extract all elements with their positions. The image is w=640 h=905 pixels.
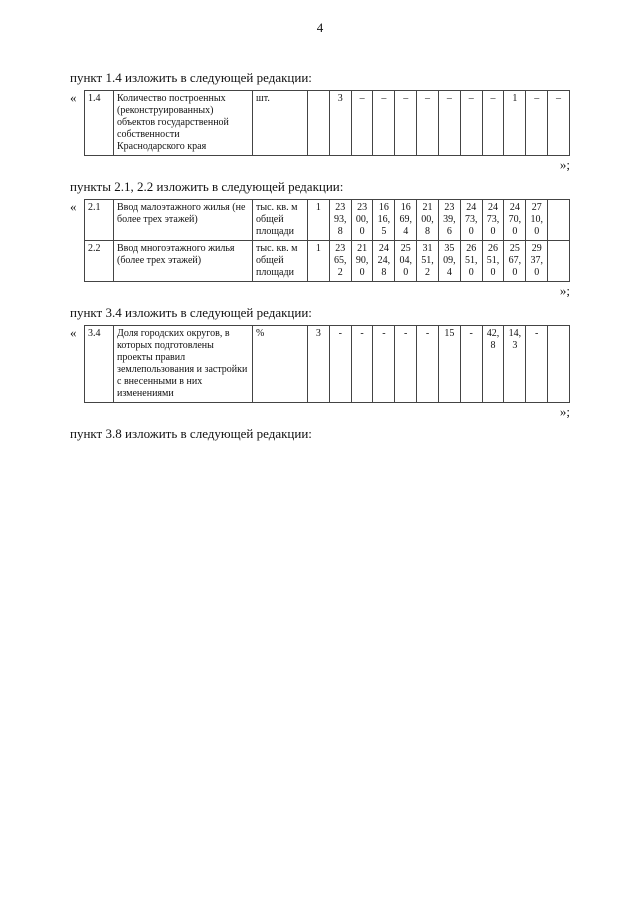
value-cell: 2365,2 — [329, 241, 351, 282]
value-cell — [548, 326, 570, 403]
value-cell: 14,3 — [504, 326, 526, 403]
value-cell — [548, 241, 570, 282]
close-quote: »; — [559, 404, 570, 419]
unit-cell: % — [253, 326, 308, 403]
value-cell: 2567,0 — [504, 241, 526, 282]
row-number: 1.4 — [85, 91, 114, 156]
indicator-name: Доля городских округов, в которых подготовлены проекты правил землепользования и застройки с внесенными в них изменениями — [114, 326, 253, 403]
value-cell: 1 — [504, 91, 526, 156]
unit-cell: тыс. кв. м общей площади — [253, 241, 308, 282]
open-quote: « — [70, 199, 77, 214]
value-cell: 1669,4 — [395, 200, 417, 241]
table-section-3 — [70, 325, 570, 420]
unit-cell: шт. — [253, 91, 308, 156]
document-body — [70, 70, 570, 446]
value-cell: – — [526, 91, 548, 156]
open-quote: « — [70, 325, 77, 340]
value-cell: – — [373, 91, 395, 156]
value-cell: 2651,0 — [460, 241, 482, 282]
value-cell: - — [460, 326, 482, 403]
section-intro: пункт 3.4 изложить в следующей редакции: — [70, 305, 312, 320]
value-cell: - — [329, 326, 351, 403]
indicator-table — [84, 90, 570, 156]
value-cell: 2100,8 — [417, 200, 439, 241]
value-cell: – — [460, 91, 482, 156]
value-cell: – — [548, 91, 570, 156]
indicator-table — [84, 199, 570, 282]
indicator-name: Количество построенных (реконструированных) объектов государственной собственности Краснодарского края — [114, 91, 253, 156]
table-row — [85, 91, 570, 156]
value-cell: 2937,0 — [526, 241, 548, 282]
value-cell: - — [526, 326, 548, 403]
value-cell: 3 — [308, 326, 330, 403]
value-cell: 2651,0 — [482, 241, 504, 282]
value-cell: 1 — [308, 200, 330, 241]
value-cell: – — [438, 91, 460, 156]
value-cell: 15 — [438, 326, 460, 403]
value-cell: 42,8 — [482, 326, 504, 403]
close-quote: »; — [559, 283, 570, 298]
value-cell: 2300,0 — [351, 200, 373, 241]
indicator-table — [84, 325, 570, 403]
section-intro: пункты 2.1, 2.2 изложить в следующей редакции: — [70, 179, 344, 194]
value-cell: 2393,8 — [329, 200, 351, 241]
indicator-name: Ввод многоэтажного жилья (более трех этажей) — [114, 241, 253, 282]
value-cell: - — [351, 326, 373, 403]
value-cell: 1 — [308, 241, 330, 282]
value-cell: – — [395, 91, 417, 156]
table-row — [85, 241, 570, 282]
value-cell: 2710,0 — [526, 200, 548, 241]
value-cell: 2504,0 — [395, 241, 417, 282]
table-section-1 — [70, 90, 570, 173]
page-number: 4 — [316, 20, 324, 35]
value-cell: – — [417, 91, 439, 156]
unit-cell: тыс. кв. м общей площади — [253, 200, 308, 241]
indicator-name: Ввод малоэтажного жилья (не более трех этажей) — [114, 200, 253, 241]
value-cell: - — [395, 326, 417, 403]
row-number: 2.2 — [85, 241, 114, 282]
value-cell: 2473,0 — [460, 200, 482, 241]
value-cell: 1616,5 — [373, 200, 395, 241]
value-cell — [308, 91, 330, 156]
section-intro: пункт 1.4 изложить в следующей редакции: — [70, 70, 312, 85]
value-cell: 3509,4 — [438, 241, 460, 282]
open-quote: « — [70, 90, 77, 105]
value-cell: - — [417, 326, 439, 403]
value-cell: 2190,0 — [351, 241, 373, 282]
table-row — [85, 326, 570, 403]
value-cell: 2339,6 — [438, 200, 460, 241]
value-cell: 2424,8 — [373, 241, 395, 282]
value-cell — [548, 200, 570, 241]
value-cell: – — [351, 91, 373, 156]
close-quote: »; — [559, 157, 570, 172]
value-cell: – — [482, 91, 504, 156]
value-cell: 2473,0 — [482, 200, 504, 241]
row-number: 2.1 — [85, 200, 114, 241]
value-cell: 2470,0 — [504, 200, 526, 241]
row-number: 3.4 — [85, 326, 114, 403]
section-intro: пункт 3.8 изложить в следующей редакции: — [70, 426, 312, 441]
value-cell: 3151,2 — [417, 241, 439, 282]
value-cell: 3 — [329, 91, 351, 156]
value-cell: - — [373, 326, 395, 403]
table-section-2 — [70, 199, 570, 299]
table-row — [85, 200, 570, 241]
